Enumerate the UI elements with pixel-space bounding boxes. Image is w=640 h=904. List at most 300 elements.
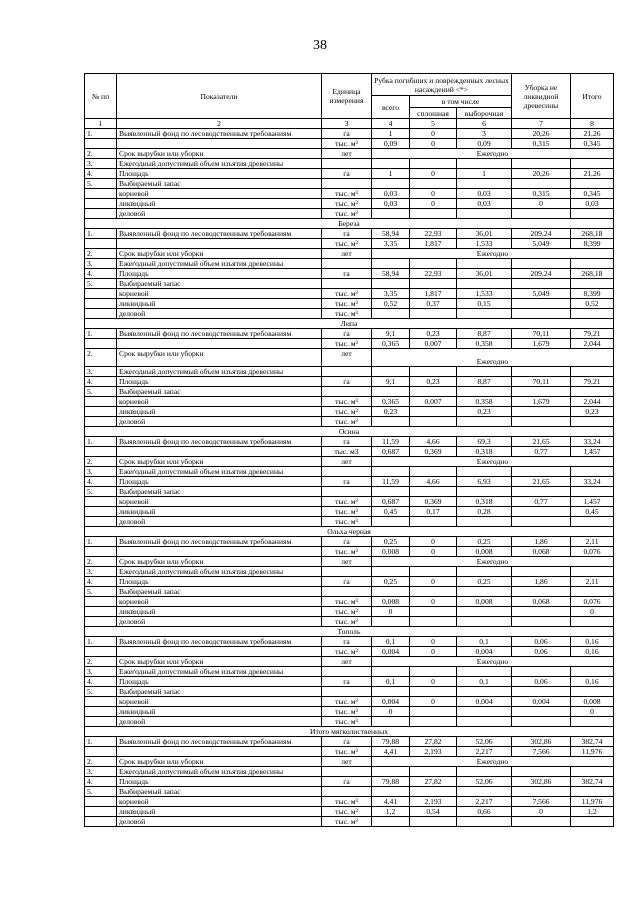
- row-indicator: ликвидный: [117, 299, 322, 309]
- row-value: [410, 567, 457, 577]
- row-indicator: Ежегодный допустимый объем изъятия древесины: [117, 667, 322, 677]
- row-indicator: ликвидный: [117, 199, 322, 209]
- row-unit: тыс. м³: [322, 607, 372, 617]
- row-value: 20,26: [512, 169, 571, 179]
- row-number: 2.: [85, 249, 117, 259]
- row-value: [571, 687, 614, 697]
- row-value: [410, 687, 457, 697]
- row-value: 0: [410, 697, 457, 707]
- row-unit: га: [322, 329, 372, 339]
- row-value: 33,24: [571, 437, 614, 447]
- row-value: 0,365: [372, 397, 410, 407]
- row-period: Ежегодно: [372, 149, 614, 159]
- row-value: 22,93: [410, 269, 457, 279]
- row-number: 5.: [85, 687, 117, 697]
- row-value: 0,068: [512, 597, 571, 607]
- row-value: 3: [457, 129, 512, 139]
- row-value: [571, 387, 614, 397]
- row-value: 1: [372, 169, 410, 179]
- row-value: 79,21: [571, 377, 614, 387]
- row-value: 0: [410, 677, 457, 687]
- row-value: 0: [410, 637, 457, 647]
- row-value: 209,24: [512, 269, 571, 279]
- row-value: 0: [571, 707, 614, 717]
- row-value: 0,004: [457, 647, 512, 657]
- row-value: 0,28: [457, 507, 512, 517]
- row-number: [85, 239, 117, 249]
- row-value: 0: [372, 607, 410, 617]
- table-row: [85, 657, 614, 667]
- row-unit: тыс. м³: [322, 547, 372, 557]
- row-number: 1.: [85, 129, 117, 139]
- row-value: 268,18: [571, 269, 614, 279]
- row-value: [372, 309, 410, 319]
- row-value: 0,25: [372, 577, 410, 587]
- row-value: 0,45: [571, 507, 614, 517]
- row-unit: [322, 787, 372, 797]
- row-value: 0,315: [512, 139, 571, 149]
- row-indicator: Ежегодный допустимый объем изъятия древесины: [117, 159, 322, 169]
- row-value: [372, 687, 410, 697]
- row-indicator: Выявленный фонд по лесоводственным требованиям: [117, 129, 322, 139]
- row-value: 0: [410, 169, 457, 179]
- row-value: 0,45: [372, 507, 410, 517]
- row-value: 0: [410, 647, 457, 657]
- row-number: 5.: [85, 279, 117, 289]
- row-value: 36,01: [457, 269, 512, 279]
- row-value: 382,74: [571, 737, 614, 747]
- row-value: 0,008: [571, 697, 614, 707]
- row-value: [571, 617, 614, 627]
- row-value: 79,21: [571, 329, 614, 339]
- row-value: 36,01: [457, 229, 512, 239]
- row-period: Ежегодно: [372, 757, 614, 767]
- row-value: [410, 387, 457, 397]
- row-value: 0,687: [372, 447, 410, 457]
- row-number: 3.: [85, 767, 117, 777]
- row-value: [571, 517, 614, 527]
- row-indicator: Ежегодный допустимый объем изъятия древесины: [117, 467, 322, 477]
- row-number: 4.: [85, 777, 117, 787]
- row-unit: тыс. м³: [322, 497, 372, 507]
- table-row: [85, 249, 614, 259]
- row-value: 0,345: [571, 189, 614, 199]
- table-row: [85, 299, 614, 309]
- row-value: 1,533: [457, 289, 512, 299]
- table-row: [85, 667, 614, 677]
- row-value: [512, 507, 571, 517]
- row-unit: га: [322, 437, 372, 447]
- row-value: [512, 367, 571, 377]
- row-value: [571, 787, 614, 797]
- row-unit: [322, 467, 372, 477]
- row-value: 1,2: [372, 807, 410, 817]
- col-number: 2: [117, 119, 322, 129]
- row-number: 1.: [85, 229, 117, 239]
- table-row: [85, 607, 614, 617]
- row-number: 4.: [85, 377, 117, 387]
- col-number: 4: [372, 119, 410, 129]
- section-heading: Ольха черная: [85, 527, 614, 537]
- row-unit: га: [322, 677, 372, 687]
- row-value: 11,976: [571, 797, 614, 807]
- row-number: 4.: [85, 169, 117, 179]
- table-row: [85, 767, 614, 777]
- row-value: 0,03: [457, 199, 512, 209]
- row-indicator: корневой: [117, 597, 322, 607]
- row-value: [372, 667, 410, 677]
- row-value: [372, 587, 410, 597]
- row-value: 2,193: [410, 797, 457, 807]
- row-value: 0,16: [571, 677, 614, 687]
- row-number: [85, 139, 117, 149]
- row-value: 2,217: [457, 747, 512, 757]
- forest-felling-table: [84, 73, 614, 827]
- row-value: [372, 567, 410, 577]
- header-numbers-row: [85, 119, 614, 129]
- row-value: 0,315: [512, 189, 571, 199]
- row-value: 0,16: [571, 637, 614, 647]
- row-value: 1,533: [457, 239, 512, 249]
- row-indicator: корневой: [117, 497, 322, 507]
- row-indicator: Срок вырубки или уборки: [117, 557, 322, 567]
- row-value: 79,88: [372, 777, 410, 787]
- row-indicator: Выбираемый запас: [117, 587, 322, 597]
- row-number: [85, 817, 117, 827]
- row-indicator: Выбираемый запас: [117, 179, 322, 189]
- row-value: 0,52: [372, 299, 410, 309]
- row-value: [571, 767, 614, 777]
- row-value: [571, 717, 614, 727]
- row-unit: [322, 587, 372, 597]
- row-value: 4,66: [410, 477, 457, 487]
- row-value: 6,93: [457, 477, 512, 487]
- row-unit: лет: [322, 557, 372, 567]
- row-indicator: ликвидный: [117, 507, 322, 517]
- row-value: [410, 607, 457, 617]
- row-value: [512, 387, 571, 397]
- row-indicator: Площадь: [117, 777, 322, 787]
- table-row: [85, 737, 614, 747]
- row-value: 7,566: [512, 797, 571, 807]
- row-value: 1,2: [571, 807, 614, 817]
- row-value: [512, 407, 571, 417]
- table-row: [85, 397, 614, 407]
- header-selective: выборочная: [457, 108, 512, 119]
- row-value: [457, 467, 512, 477]
- row-value: [512, 467, 571, 477]
- row-value: [457, 387, 512, 397]
- row-indicator: Выбираемый запас: [117, 487, 322, 497]
- row-value: 0,1: [457, 677, 512, 687]
- row-value: 0: [372, 707, 410, 717]
- col-number: 3: [322, 119, 372, 129]
- row-unit: тыс. м³: [322, 407, 372, 417]
- row-number: 5.: [85, 179, 117, 189]
- row-value: 302,86: [512, 737, 571, 747]
- row-indicator: Ежегодный допустимый объем изъятия древесины: [117, 367, 322, 377]
- row-unit: тыс. м³: [322, 199, 372, 209]
- row-indicator: Срок вырубки или уборки: [117, 757, 322, 767]
- row-value: [410, 367, 457, 377]
- row-indicator: Выбираемый запас: [117, 279, 322, 289]
- row-unit: [322, 767, 372, 777]
- row-number: [85, 289, 117, 299]
- row-value: 0,54: [410, 807, 457, 817]
- section-heading: Береза: [85, 219, 614, 229]
- row-value: 1,817: [410, 239, 457, 249]
- table-row: [85, 229, 614, 239]
- row-value: 70,11: [512, 377, 571, 387]
- row-indicator: [117, 547, 322, 557]
- row-value: [512, 817, 571, 827]
- header-total-all: всего: [372, 96, 410, 119]
- row-period: Ежегодно: [372, 657, 614, 667]
- row-value: [457, 159, 512, 169]
- row-value: [512, 309, 571, 319]
- col-number: 1: [85, 119, 117, 129]
- row-value: [410, 407, 457, 417]
- row-indicator: [117, 139, 322, 149]
- table-row: [85, 677, 614, 687]
- row-indicator: корневой: [117, 797, 322, 807]
- row-value: [457, 567, 512, 577]
- row-value: [512, 587, 571, 597]
- row-value: [512, 707, 571, 717]
- page-number: 38: [313, 38, 327, 53]
- table-row: [85, 367, 614, 377]
- row-unit: тыс. м³: [322, 209, 372, 219]
- row-unit: [322, 179, 372, 189]
- row-value: 0,03: [372, 199, 410, 209]
- row-number: 5.: [85, 787, 117, 797]
- row-number: 2.: [85, 457, 117, 467]
- row-value: 0,23: [372, 407, 410, 417]
- row-number: [85, 339, 117, 349]
- row-value: 0,52: [571, 299, 614, 309]
- row-unit: тыс. м³: [322, 299, 372, 309]
- row-unit: тыс. м³: [322, 309, 372, 319]
- row-value: 8,399: [571, 239, 614, 249]
- row-value: 0,318: [457, 497, 512, 507]
- row-indicator: деловой: [117, 417, 322, 427]
- row-number: 5.: [85, 487, 117, 497]
- row-value: [410, 309, 457, 319]
- table-row: [85, 457, 614, 467]
- row-value: 0,66: [457, 807, 512, 817]
- row-value: 0,03: [457, 189, 512, 199]
- table-row: [85, 547, 614, 557]
- table-row: [85, 747, 614, 757]
- row-value: [372, 179, 410, 189]
- row-number: [85, 497, 117, 507]
- table-row: [85, 377, 614, 387]
- row-unit: тыс. м³: [322, 707, 372, 717]
- row-number: 4.: [85, 269, 117, 279]
- table-row: [85, 407, 614, 417]
- row-value: 268,18: [571, 229, 614, 239]
- row-value: [512, 787, 571, 797]
- row-value: [410, 587, 457, 597]
- row-value: [512, 517, 571, 527]
- row-value: 21,26: [571, 169, 614, 179]
- section-heading: Липа: [85, 319, 614, 329]
- row-value: [512, 159, 571, 169]
- row-unit: лет: [322, 149, 372, 159]
- row-value: [372, 517, 410, 527]
- row-value: 0: [410, 189, 457, 199]
- table-row: [85, 339, 614, 349]
- row-value: 2,217: [457, 797, 512, 807]
- row-value: 3,35: [372, 289, 410, 299]
- row-unit: [322, 387, 372, 397]
- row-value: [410, 487, 457, 497]
- row-number: [85, 507, 117, 517]
- header-total: Итого: [571, 74, 614, 119]
- row-unit: га: [322, 169, 372, 179]
- row-indicator: корневой: [117, 289, 322, 299]
- row-value: [372, 387, 410, 397]
- row-value: [571, 159, 614, 169]
- table-row: [85, 289, 614, 299]
- row-value: [457, 817, 512, 827]
- row-value: 0,076: [571, 597, 614, 607]
- table-row: [85, 159, 614, 169]
- row-value: 4,66: [410, 437, 457, 447]
- row-number: [85, 807, 117, 817]
- row-number: [85, 547, 117, 557]
- table-row: [85, 179, 614, 189]
- row-value: [512, 667, 571, 677]
- row-value: [457, 209, 512, 219]
- row-number: 5.: [85, 387, 117, 397]
- row-indicator: Выбираемый запас: [117, 687, 322, 697]
- row-value: 11,59: [372, 437, 410, 447]
- section-heading: Тополь: [85, 627, 614, 637]
- row-value: 0,09: [457, 139, 512, 149]
- row-value: [372, 259, 410, 269]
- row-indicator: Площадь: [117, 577, 322, 587]
- row-value: [410, 209, 457, 219]
- row-value: [457, 767, 512, 777]
- row-value: 27,82: [410, 737, 457, 747]
- row-indicator: ликвидный: [117, 407, 322, 417]
- table-row: [85, 537, 614, 547]
- row-value: 27,82: [410, 777, 457, 787]
- table-row: [85, 637, 614, 647]
- row-indicator: Ежегодный допустимый объем изъятия древесины: [117, 567, 322, 577]
- row-number: 3.: [85, 467, 117, 477]
- table-row: [85, 627, 614, 637]
- row-indicator: ликвидный: [117, 607, 322, 617]
- row-value: 0,23: [410, 377, 457, 387]
- row-value: [512, 209, 571, 219]
- row-value: 0,25: [372, 537, 410, 547]
- row-value: [410, 717, 457, 727]
- table-row: [85, 787, 614, 797]
- table-row: [85, 797, 614, 807]
- row-value: [410, 517, 457, 527]
- row-unit: [322, 279, 372, 289]
- row-indicator: Ежегодный допустимый объем изъятия древесины: [117, 767, 322, 777]
- row-value: [372, 159, 410, 169]
- row-number: 4.: [85, 477, 117, 487]
- row-unit: тыс. м³: [322, 797, 372, 807]
- row-value: [457, 787, 512, 797]
- row-value: [410, 259, 457, 269]
- row-indicator: корневой: [117, 697, 322, 707]
- row-unit: лет: [322, 349, 372, 367]
- row-value: 1,679: [512, 397, 571, 407]
- row-value: [571, 667, 614, 677]
- row-value: [457, 617, 512, 627]
- header-num: № пп: [85, 74, 117, 119]
- row-value: [372, 417, 410, 427]
- row-value: 21,65: [512, 477, 571, 487]
- row-indicator: деловой: [117, 209, 322, 219]
- table-row: [85, 527, 614, 537]
- row-number: 1.: [85, 737, 117, 747]
- row-indicator: ликвидный: [117, 707, 322, 717]
- row-number: 5.: [85, 587, 117, 597]
- row-value: 8,399: [571, 289, 614, 299]
- row-value: [372, 817, 410, 827]
- row-number: 3.: [85, 259, 117, 269]
- row-value: 21,26: [571, 129, 614, 139]
- row-value: 1: [457, 169, 512, 179]
- row-value: [457, 179, 512, 189]
- row-unit: тыс. м³: [322, 747, 372, 757]
- row-indicator: Выявленный фонд по лесоводственным требованиям: [117, 437, 322, 447]
- row-indicator: Площадь: [117, 677, 322, 687]
- row-unit: тыс. м³: [322, 397, 372, 407]
- row-number: 2.: [85, 349, 117, 367]
- row-value: 1,679: [512, 339, 571, 349]
- row-value: 0,007: [410, 339, 457, 349]
- row-number: [85, 407, 117, 417]
- row-unit: га: [322, 537, 372, 547]
- row-indicator: [117, 747, 322, 757]
- row-value: [410, 787, 457, 797]
- row-value: [512, 717, 571, 727]
- row-value: [512, 567, 571, 577]
- row-value: 0,1: [372, 637, 410, 647]
- table-row: [85, 199, 614, 209]
- row-period: Ежегодно: [372, 249, 614, 259]
- row-value: 9,1: [372, 329, 410, 339]
- row-value: 5,049: [512, 289, 571, 299]
- row-value: 20,26: [512, 129, 571, 139]
- row-value: [457, 707, 512, 717]
- row-period: Ежегодно: [372, 349, 614, 367]
- table-row: [85, 279, 614, 289]
- row-value: [410, 417, 457, 427]
- row-unit: [322, 487, 372, 497]
- row-value: [410, 817, 457, 827]
- row-unit: тыс. м³: [322, 697, 372, 707]
- row-unit: тыс. м³: [322, 139, 372, 149]
- row-value: 11,976: [571, 747, 614, 757]
- row-value: 0,068: [512, 547, 571, 557]
- row-number: 2.: [85, 757, 117, 767]
- row-unit: тыс. м3: [322, 447, 372, 457]
- row-unit: тыс. м³: [322, 717, 372, 727]
- row-unit: га: [322, 269, 372, 279]
- row-value: [372, 787, 410, 797]
- row-value: 0,007: [410, 397, 457, 407]
- row-unit: тыс. м³: [322, 189, 372, 199]
- row-indicator: Выявленный фонд по лесоводственным требованиям: [117, 637, 322, 647]
